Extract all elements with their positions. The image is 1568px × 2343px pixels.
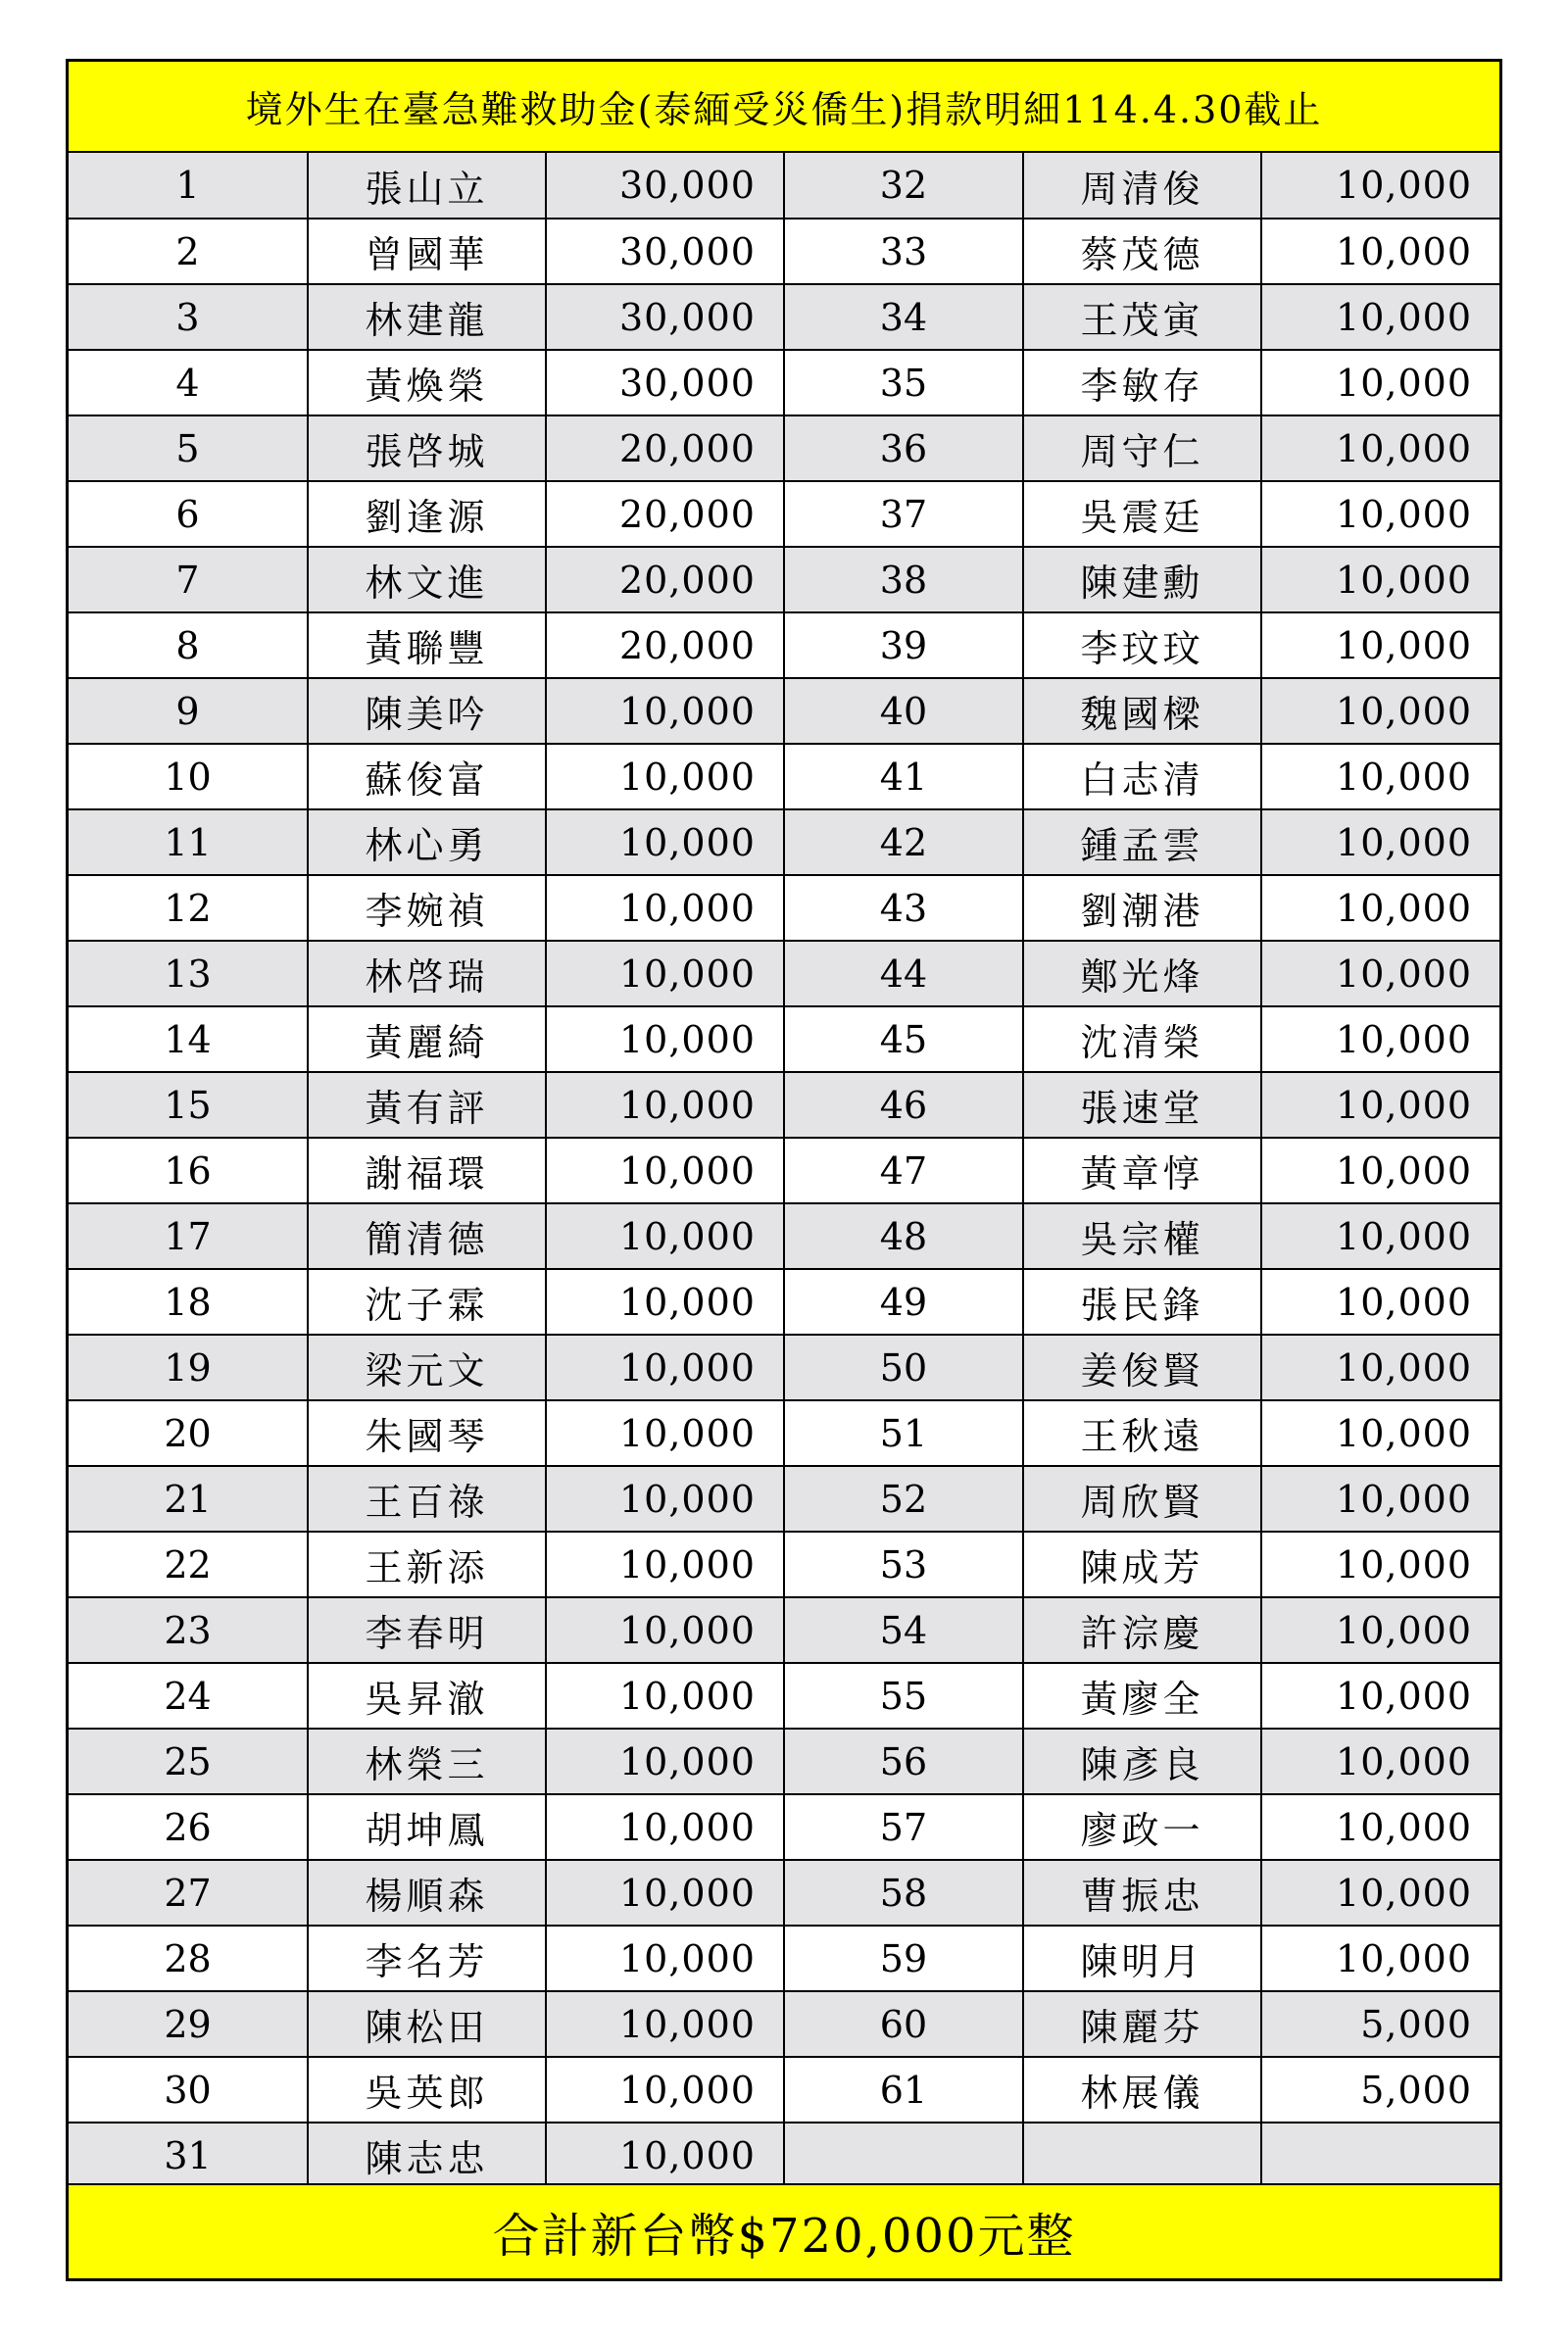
donation-amount-cell: 10,000 [1261,1926,1499,1991]
donation-amount-cell: 5,000 [1261,1991,1499,2057]
donor-number-cell: 11 [69,809,308,875]
donor-number-cell: 58 [784,1860,1023,1926]
donor-name-cell: 黃章惇 [1023,1138,1261,1203]
donation-amount-cell: 10,000 [546,1203,784,1269]
donor-number-cell: 37 [784,481,1023,547]
donation-amount-cell: 10,000 [1261,350,1499,415]
donor-number-cell: 49 [784,1269,1023,1335]
donation-sheet [66,59,1502,2281]
donor-number-cell: 30 [69,2057,308,2123]
donor-number-cell: 45 [784,1006,1023,1072]
donor-number-cell: 15 [69,1072,308,1138]
donor-number-cell: 13 [69,941,308,1006]
donation-amount-cell: 10,000 [1261,1203,1499,1269]
donation-amount-cell: 10,000 [1261,1072,1499,1138]
donor-number-cell: 55 [784,1663,1023,1729]
table-row [69,1991,1499,2057]
donor-number-cell: 33 [784,219,1023,284]
donor-name-cell: 黃有評 [308,1072,546,1138]
donor-name-cell: 鍾孟雲 [1023,809,1261,875]
donor-name-cell: 胡坤鳳 [308,1794,546,1860]
donation-amount-cell: 10,000 [546,1400,784,1466]
donor-name-cell: 林心勇 [308,809,546,875]
donation-amount-cell: 10,000 [546,875,784,941]
donor-number-cell: 9 [69,678,308,744]
donor-number-cell: 27 [69,1860,308,1926]
donor-number-cell: 32 [784,153,1023,219]
donor-number-cell: 52 [784,1466,1023,1532]
donor-name-cell: 吳昇澈 [308,1663,546,1729]
donor-number-cell: 21 [69,1466,308,1532]
donor-name-cell: 陳彥良 [1023,1729,1261,1794]
donation-amount-cell: 20,000 [546,415,784,481]
donation-amount-cell: 10,000 [1261,219,1499,284]
donor-name-cell: 陳麗芬 [1023,1991,1261,2057]
table-row [69,1335,1499,1400]
donor-name-cell: 黃廖全 [1023,1663,1261,1729]
donor-name-cell: 王新添 [308,1532,546,1597]
donation-amount-cell: 10,000 [546,1729,784,1794]
donation-amount-cell: 10,000 [1261,809,1499,875]
donor-name-cell: 陳志忠 [308,2123,546,2188]
donor-number-cell: 48 [784,1203,1023,1269]
donor-name-cell: 劉逢源 [308,481,546,547]
donor-name-cell: 王秋遠 [1023,1400,1261,1466]
donor-name-cell: 陳成芳 [1023,1532,1261,1597]
donor-name-cell: 張山立 [308,153,546,219]
donation-amount-cell: 10,000 [1261,1335,1499,1400]
table-row [69,678,1499,744]
table-row [69,1663,1499,1729]
donation-amount-cell: 10,000 [1261,744,1499,809]
donor-name-cell: 張速堂 [1023,1072,1261,1138]
donation-amount-cell: 10,000 [546,1597,784,1663]
donor-number-cell: 5 [69,415,308,481]
donor-name-cell: 李婉禎 [308,875,546,941]
donor-name-cell: 林展儀 [1023,2057,1261,2123]
donor-number-cell: 42 [784,809,1023,875]
donor-name-cell: 王茂寅 [1023,284,1261,350]
donor-number-cell: 29 [69,1991,308,2057]
donor-number-cell: 60 [784,1991,1023,2057]
donation-amount-cell: 10,000 [546,1926,784,1991]
total-amount: 合計新台幣$720,000元整 [69,2183,1499,2278]
donor-name-cell: 曾國華 [308,219,546,284]
table-row [69,219,1499,284]
donation-amount-cell: 10,000 [546,941,784,1006]
donation-amount-cell: 10,000 [546,2057,784,2123]
donation-amount-cell: 10,000 [546,1072,784,1138]
donation-amount-cell: 20,000 [546,547,784,612]
donor-name-cell: 李玟玟 [1023,612,1261,678]
donor-number-cell: 24 [69,1663,308,1729]
donor-name-cell: 李敏存 [1023,350,1261,415]
donor-number-cell: 19 [69,1335,308,1400]
donor-name-cell: 白志清 [1023,744,1261,809]
donor-name-cell: 林啓瑞 [308,941,546,1006]
table-row [69,284,1499,350]
table-row [69,1729,1499,1794]
donation-amount-cell: 10,000 [1261,1532,1499,1597]
table-row [69,1400,1499,1466]
donation-table-body [69,153,1499,2188]
donation-amount-cell: 10,000 [546,1006,784,1072]
donation-amount-cell: 10,000 [546,2123,784,2188]
donor-name-cell: 張民鋒 [1023,1269,1261,1335]
donation-amount-cell: 30,000 [546,284,784,350]
donor-number-cell: 12 [69,875,308,941]
donor-number-cell: 43 [784,875,1023,941]
donor-number-cell: 10 [69,744,308,809]
donor-number-cell: 51 [784,1400,1023,1466]
donation-amount-cell: 10,000 [546,1138,784,1203]
donor-number-cell: 40 [784,678,1023,744]
donor-name-cell: 林文進 [308,547,546,612]
donor-number-cell: 28 [69,1926,308,1991]
table-row [69,744,1499,809]
donor-name-cell: 黃煥榮 [308,350,546,415]
table-row [69,1138,1499,1203]
sheet-title: 境外生在臺急難救助金(泰緬受災僑生)捐款明細114.4.30截止 [69,62,1499,153]
donation-amount-cell: 10,000 [1261,547,1499,612]
donor-name-cell: 吳英郎 [308,2057,546,2123]
donor-name-cell: 周守仁 [1023,415,1261,481]
donor-name-cell: 楊順森 [308,1860,546,1926]
donor-number-cell: 59 [784,1926,1023,1991]
donor-number-cell: 54 [784,1597,1023,1663]
donor-name-cell: 謝福環 [308,1138,546,1203]
donor-name-cell: 陳明月 [1023,1926,1261,1991]
donor-number-cell: 23 [69,1597,308,1663]
donor-number-cell: 26 [69,1794,308,1860]
donor-name-cell: 蔡茂德 [1023,219,1261,284]
donor-number-cell: 36 [784,415,1023,481]
donation-amount-cell: 30,000 [546,219,784,284]
table-row [69,1269,1499,1335]
table-row [69,547,1499,612]
donation-amount-cell: 10,000 [1261,1466,1499,1532]
donation-amount-cell: 30,000 [546,350,784,415]
donor-number-cell: 44 [784,941,1023,1006]
donor-name-cell [1023,2123,1261,2188]
donation-amount-cell: 30,000 [546,153,784,219]
donor-name-cell: 簡清德 [308,1203,546,1269]
donation-amount-cell: 10,000 [1261,1006,1499,1072]
donor-name-cell: 吳宗權 [1023,1203,1261,1269]
donor-number-cell: 46 [784,1072,1023,1138]
donor-number-cell: 57 [784,1794,1023,1860]
donation-amount-cell: 10,000 [546,1269,784,1335]
donor-number-cell: 7 [69,547,308,612]
donation-amount-cell: 10,000 [546,1532,784,1597]
donor-number-cell: 14 [69,1006,308,1072]
donor-number-cell: 38 [784,547,1023,612]
donor-name-cell: 林榮三 [308,1729,546,1794]
table-row [69,612,1499,678]
table-row [69,481,1499,547]
donor-name-cell: 張啓城 [308,415,546,481]
table-row [69,1006,1499,1072]
table-row [69,350,1499,415]
donor-name-cell: 李春明 [308,1597,546,1663]
donation-amount-cell: 10,000 [1261,1860,1499,1926]
table-row [69,2057,1499,2123]
table-row [69,1532,1499,1597]
donation-amount-cell: 10,000 [1261,1269,1499,1335]
donor-name-cell: 李名芳 [308,1926,546,1991]
donor-name-cell: 吳震廷 [1023,481,1261,547]
donor-number-cell: 6 [69,481,308,547]
donation-amount-cell: 10,000 [1261,153,1499,219]
donor-name-cell: 朱國琴 [308,1400,546,1466]
donor-number-cell: 53 [784,1532,1023,1597]
donation-amount-cell: 10,000 [546,1860,784,1926]
donation-amount-cell: 10,000 [546,1794,784,1860]
donor-number-cell: 41 [784,744,1023,809]
donor-number-cell: 39 [784,612,1023,678]
donation-amount-cell: 10,000 [1261,1663,1499,1729]
donation-amount-cell: 10,000 [546,678,784,744]
donor-name-cell: 周清俊 [1023,153,1261,219]
donor-name-cell: 蘇俊富 [308,744,546,809]
table-row [69,1926,1499,1991]
table-row [69,153,1499,219]
donation-amount-cell [1261,2123,1499,2188]
donor-number-cell: 20 [69,1400,308,1466]
donor-name-cell: 林建龍 [308,284,546,350]
donor-number-cell: 8 [69,612,308,678]
donor-number-cell: 31 [69,2123,308,2188]
donor-number-cell [784,2123,1023,2188]
donor-name-cell: 陳建勳 [1023,547,1261,612]
donation-amount-cell: 10,000 [1261,941,1499,1006]
donor-number-cell: 35 [784,350,1023,415]
donation-amount-cell: 10,000 [546,1466,784,1532]
donor-name-cell: 沈清榮 [1023,1006,1261,1072]
donation-table [69,153,1499,2189]
donor-number-cell: 2 [69,219,308,284]
donor-name-cell: 黃麗綺 [308,1006,546,1072]
donation-amount-cell: 20,000 [546,612,784,678]
donor-name-cell: 沈子霖 [308,1269,546,1335]
donor-number-cell: 4 [69,350,308,415]
donor-number-cell: 61 [784,2057,1023,2123]
donation-amount-cell: 10,000 [546,809,784,875]
donation-amount-cell: 5,000 [1261,2057,1499,2123]
donor-name-cell: 劉潮港 [1023,875,1261,941]
table-row [69,809,1499,875]
donor-name-cell: 陳松田 [308,1991,546,2057]
donation-amount-cell: 10,000 [546,1991,784,2057]
donor-number-cell: 3 [69,284,308,350]
donation-amount-cell: 10,000 [1261,678,1499,744]
donor-name-cell: 魏國樑 [1023,678,1261,744]
donor-name-cell: 周欣賢 [1023,1466,1261,1532]
table-row [69,1203,1499,1269]
donation-amount-cell: 10,000 [1261,1729,1499,1794]
donation-amount-cell: 20,000 [546,481,784,547]
table-row [69,415,1499,481]
donor-name-cell: 廖政一 [1023,1794,1261,1860]
donation-amount-cell: 10,000 [1261,284,1499,350]
table-row [69,1597,1499,1663]
donor-number-cell: 25 [69,1729,308,1794]
donation-amount-cell: 10,000 [1261,612,1499,678]
donation-amount-cell: 10,000 [1261,1794,1499,1860]
donor-number-cell: 47 [784,1138,1023,1203]
donor-number-cell: 17 [69,1203,308,1269]
donation-amount-cell: 10,000 [1261,481,1499,547]
donation-amount-cell: 10,000 [1261,1597,1499,1663]
table-row [69,875,1499,941]
donor-number-cell: 1 [69,153,308,219]
table-row [69,941,1499,1006]
donor-name-cell: 曹振忠 [1023,1860,1261,1926]
donor-number-cell: 16 [69,1138,308,1203]
donation-amount-cell: 10,000 [1261,1400,1499,1466]
table-row [69,2123,1499,2188]
donation-amount-cell: 10,000 [546,1335,784,1400]
donor-number-cell: 50 [784,1335,1023,1400]
donor-name-cell: 鄭光烽 [1023,941,1261,1006]
donation-amount-cell: 10,000 [1261,415,1499,481]
table-row [69,1466,1499,1532]
donor-name-cell: 姜俊賢 [1023,1335,1261,1400]
donor-name-cell: 許淙慶 [1023,1597,1261,1663]
donor-number-cell: 22 [69,1532,308,1597]
donation-amount-cell: 10,000 [546,1663,784,1729]
donor-name-cell: 梁元文 [308,1335,546,1400]
donation-amount-cell: 10,000 [1261,875,1499,941]
donor-name-cell: 黃聯豐 [308,612,546,678]
table-row [69,1860,1499,1926]
table-row [69,1072,1499,1138]
donor-number-cell: 18 [69,1269,308,1335]
donor-name-cell: 王百祿 [308,1466,546,1532]
donor-number-cell: 56 [784,1729,1023,1794]
table-row [69,1794,1499,1860]
donation-amount-cell: 10,000 [546,744,784,809]
donation-amount-cell: 10,000 [1261,1138,1499,1203]
donor-name-cell: 陳美吟 [308,678,546,744]
donor-number-cell: 34 [784,284,1023,350]
